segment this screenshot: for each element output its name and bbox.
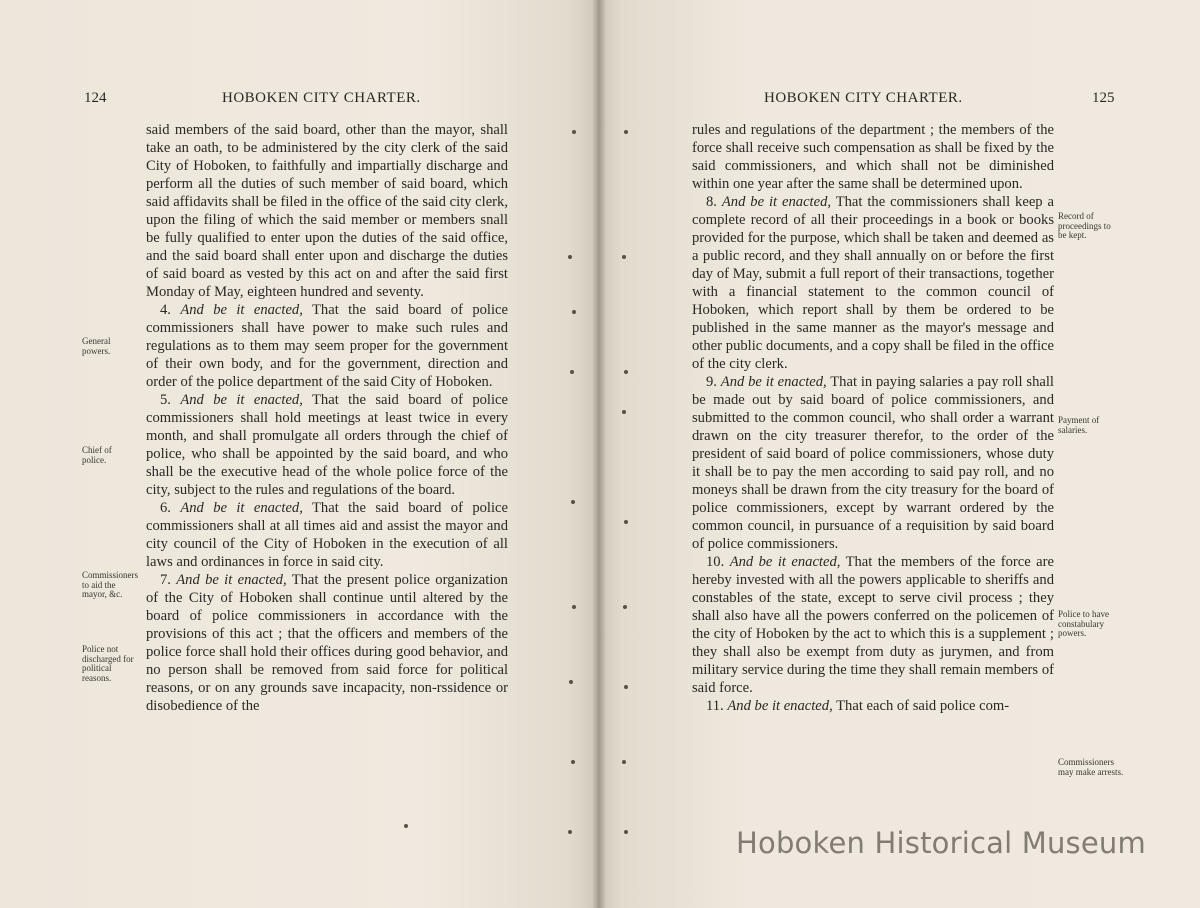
page-number: 124 xyxy=(84,90,107,106)
margin-note: Record of proceedings to be kept. xyxy=(1058,211,1111,240)
paragraph-section-11: 11. And be it enacted, That each of said police com- xyxy=(706,698,1010,714)
running-head: HOBOKEN CITY CHARTER. xyxy=(222,90,421,106)
margin-note: Chief of police. xyxy=(82,445,112,465)
paragraph-section-7: 7. And be it enacted, That the present police organization of the City of Hoboken shall continue until altered by the board of police commissioners in accordance with the provisions of this act ; that the officers and members of the police force shall hold their offices during good behavior, and no person shall be removed from said force for political reasons, or on any grounds save incapacity, non-rssidence or disobedience of the xyxy=(146,572,508,714)
paragraph-section-8: 8. And be it enacted, That the commissioners shall keep a complete record of all their proceedings in a book or books provided for the purpose, which shall be taken and deemed as a public record, and they shall annually on or before the first day of May, submit a full report of their transactions, together with a financial statement to the common council of Hoboken, which report shall by them be ordered to be published in the same manner as the mayor's message and other public documents, and a copy shall be filed in the office of the city clerk. xyxy=(692,194,1054,372)
paragraph: said members of the said board, other than the mayor, shall take an oath, to be administered by the city clerk of the said City of Hoboken, to faithfully and impartially discharge and perform all the duties of such member of said board, which said affidavits shall be filed in the office of the said city clerk, upon the filing of which the said member or members snall be fully qualified to enter upon the duties of the said office, and the said board shall enter upon and discharge the duties of said board as vested by this act on and after the said first Monday of May, eighteen hundred and seventy. xyxy=(146,122,508,300)
paragraph: rules and regulations of the department ; the members of the force shall receive such compensation as shall be fixed by the said commissioners, and which shall not be diminished within one year after the same shall be determined upon. xyxy=(692,122,1054,192)
book-gutter xyxy=(592,0,606,908)
paragraph-section-4: 4. And be it enacted, That the said board of police commissioners shall have power to make such rules and regulations as to them may seem proper for the government of their own body, and for the government, direction and order of the police department of the said City of Hoboken. xyxy=(146,302,508,390)
paragraph-section-6: 6. And be it enacted, That the said board of police commissioners shall at all times aid and assist the mayor and city council of the City of Hoboken in the execution of all laws and ordinances in force in said city. xyxy=(146,500,508,570)
margin-note: Commissioners may make arrests. xyxy=(1058,757,1124,777)
paragraph-section-10: 10. And be it enacted, That the members of the force are hereby invested with all the powers applicable to sheriffs and constables of the state, except to serve civil process ; they shall also have all the powers conferred on the policemen of the city of Hoboken by the act to which this is a supplement ; they shall also be exempt from duty as jurymen, and from military service during the time they shall remain members of said force. xyxy=(692,554,1054,696)
right-body xyxy=(692,121,1054,715)
paragraph-section-9: 9. And be it enacted, That in paying salaries a pay roll shall be made out by said board of police commissioners, and submitted to the common council, who shall order a warrant drawn on the city treasurer therefor, to the order of the president of said board of police commissioners, whose duty it shall be to pay the men according to said pay roll, and no moneys shall be drawn from the city treasury for the board of police commissioners, except by warrant ordered by the common council, in pursuance of a requisition by said board of police commissioners. xyxy=(692,374,1054,552)
margin-note: Payment of salaries. xyxy=(1058,415,1100,435)
paragraph-section-5: 5. And be it enacted, That the said board of police commissioners shall hold meetings at least twice in every month, and shall promulgate all orders through the chief of police, who shall be appointed by the said board, and who shall be the executive head of the whole police force of the city, subject to the rules and regulations of the board. xyxy=(146,392,508,498)
running-head: HOBOKEN CITY CHARTER. xyxy=(764,90,963,106)
left-page xyxy=(0,0,598,908)
margin-note: Police not discharged for political reasons. xyxy=(82,644,134,683)
margin-note: General powers. xyxy=(82,336,111,356)
left-body xyxy=(146,121,508,715)
right-page xyxy=(598,0,1200,908)
margin-note: Police to have constabulary powers. xyxy=(1058,609,1109,638)
watermark-logo: Hoboken Historical Museum xyxy=(736,826,1146,860)
page-number: 125 xyxy=(1092,90,1115,106)
margin-note: Commissioners to aid the mayor, &c. xyxy=(82,570,139,599)
